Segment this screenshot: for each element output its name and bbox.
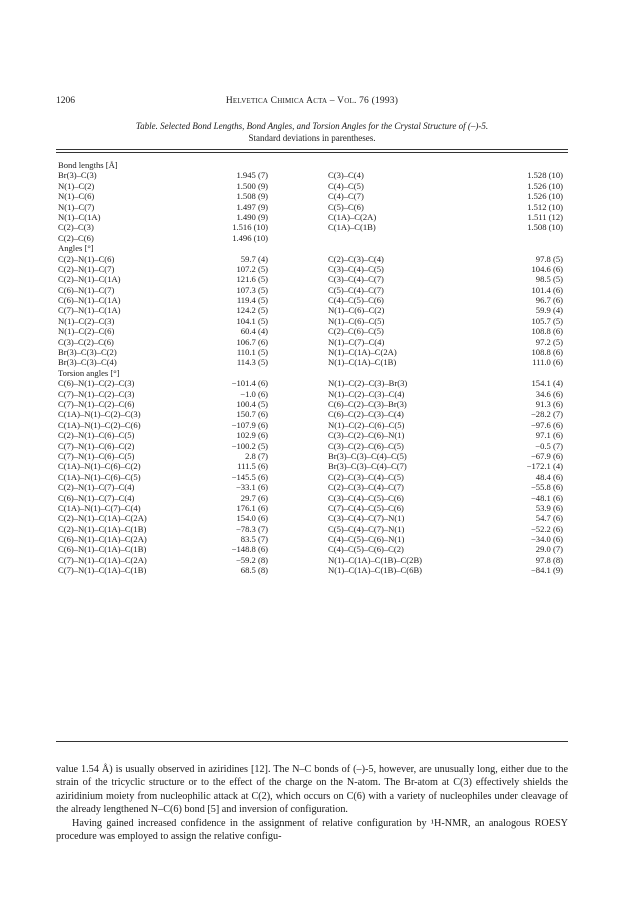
value: 91.3 (6): [535, 398, 563, 409]
table-row: [58, 482, 566, 492]
value: 154.0 (6): [236, 513, 268, 524]
value: 97.2 (5): [535, 336, 563, 347]
table-row: [58, 503, 566, 513]
atom-label: C(3)–C(2)–C(6)–N(1): [328, 430, 405, 441]
value: 104.1 (5): [236, 315, 268, 326]
atom-label: C(3)–C(4)–C(5): [328, 263, 384, 274]
atom-label: C(2)–N(1)–C(7): [58, 263, 115, 274]
atom-label: C(7)–N(1)–C(1A)–C(1B): [58, 565, 147, 576]
value: 1.496 (10): [232, 232, 268, 243]
value: 97.1 (6): [535, 430, 563, 441]
value: 106.7 (6): [236, 336, 268, 347]
value: 1.511 (12): [527, 211, 563, 222]
atom-label: Br(3)–C(3)–C(4)–C(5): [328, 450, 407, 461]
atom-label: N(1)–C(1A)–C(1B)–C(6B): [328, 565, 423, 576]
atom-label: N(1)–C(7)–C(4): [328, 336, 385, 347]
table-caption: [56, 120, 568, 144]
table-row: [58, 555, 566, 565]
atom-label: C(1A)–N(1)–C(7)–C(4): [58, 502, 141, 513]
atom-label: C(1A)–C(1B): [328, 222, 376, 233]
value: −0.5 (7): [535, 440, 563, 451]
page-number: 1206: [56, 96, 75, 106]
atom-label: C(7)–N(1)–C(6)–C(2): [58, 440, 135, 451]
value: 107.3 (5): [236, 284, 268, 295]
section-heading: [58, 243, 566, 253]
value: 1.516 (10): [232, 222, 268, 233]
value: 124.2 (5): [236, 305, 268, 316]
atom-label: C(7)–N(1)–C(6)–C(5): [58, 450, 135, 461]
value: −34.0 (6): [530, 534, 563, 545]
section-title: Angles [°]: [58, 243, 94, 254]
value: 83.5 (7): [240, 534, 268, 545]
table-row: [58, 441, 566, 451]
atom-label: C(2)–C(6): [58, 232, 94, 243]
atom-label: C(6)–N(1)–C(1A)–C(1B): [58, 544, 147, 555]
atom-label: C(7)–C(4)–C(5)–C(6): [328, 502, 404, 513]
table-row: [58, 233, 566, 243]
value: 107.2 (5): [236, 263, 268, 274]
atom-label: C(2)–N(1)–C(1A): [58, 274, 121, 285]
atom-label: C(6)–C(2)–C(3)–C(4): [328, 409, 404, 420]
section-title: Bond lengths [Å]: [58, 160, 118, 170]
section-title: Torsion angles [°]: [58, 367, 120, 378]
atom-label: C(7)–N(1)–C(1A)–C(2A): [58, 554, 147, 565]
atom-label: C(2)–N(1)–C(1A)–C(1B): [58, 523, 147, 534]
value: −107.9 (6): [231, 419, 268, 430]
atom-label: C(3)–C(4)–C(7)–N(1): [328, 513, 405, 524]
atom-label: N(1)–C(7): [58, 201, 95, 212]
value: 111.0 (6): [532, 357, 563, 368]
value: 53.9 (6): [535, 502, 563, 513]
value: 59.9 (4): [535, 305, 563, 316]
caption-note: Standard deviations in parentheses.: [248, 133, 376, 143]
value: −59.2 (8): [235, 554, 268, 565]
value: 121.6 (5): [236, 274, 268, 285]
table-row: [58, 316, 566, 326]
value: −78.3 (7): [235, 523, 268, 534]
atom-label: N(1)–C(1A)–C(2A): [328, 347, 397, 358]
value: −84.1 (9): [530, 565, 563, 576]
value: 150.7 (6): [236, 409, 268, 420]
atom-label: C(6)–N(1)–C(1A)–C(2A): [58, 534, 147, 545]
atom-label: C(4)–C(5)–C(6): [328, 295, 384, 306]
table-row: [58, 565, 566, 575]
value: 60.4 (4): [240, 326, 268, 337]
atom-label: N(1)–C(6)–C(2): [328, 305, 385, 316]
value: −97.6 (6): [530, 419, 563, 430]
atom-label: C(2)–C(3)–C(4)–C(7): [328, 482, 404, 493]
value: 104.6 (6): [531, 263, 563, 274]
atom-label: C(7)–N(1)–C(2)–C(3): [58, 388, 135, 399]
value: 48.4 (6): [535, 471, 563, 482]
value: −55.8 (6): [530, 482, 563, 493]
value: −148.8 (6): [231, 544, 268, 555]
value: 108.8 (6): [531, 347, 563, 358]
table-row: [58, 295, 566, 305]
atom-label: C(1A)–N(1)–C(2)–C(6): [58, 419, 141, 430]
value: 101.4 (6): [531, 284, 563, 295]
table-row: [58, 420, 566, 430]
value: 97.8 (8): [535, 554, 563, 565]
value: 119.4 (5): [236, 295, 268, 306]
table-bottom-rule: [56, 741, 568, 742]
atom-label: C(4)–C(7): [328, 191, 364, 202]
value: 97.8 (5): [535, 253, 563, 264]
atom-label: C(4)–C(5): [328, 180, 364, 191]
atom-label: N(1)–C(1A)–C(1B)–C(2B): [328, 554, 423, 565]
atom-label: C(6)–C(2)–C(3)–Br(3): [328, 398, 407, 409]
value: 54.7 (6): [535, 513, 563, 524]
caption-title: Table. Selected Bond Lengths, Bond Angles, and Torsion Angles for the Crystal Structure of (–)-5.: [135, 121, 489, 131]
table-row: [58, 274, 566, 284]
atom-label: C(1A)–N(1)–C(6)–C(5): [58, 471, 141, 482]
value: −67.9 (6): [530, 450, 563, 461]
atom-label: N(1)–C(2)–C(6)–C(5): [328, 419, 405, 430]
value: 1.490 (9): [236, 211, 268, 222]
atom-label: C(7)–N(1)–C(1A): [58, 305, 121, 316]
atom-label: Br(3)–C(3)–C(4): [58, 357, 117, 368]
value: −100.2 (5): [231, 440, 268, 451]
atom-label: N(1)–C(2)–C(3)–C(4): [328, 388, 405, 399]
atom-label: C(5)–C(6): [328, 201, 364, 212]
atom-label: C(6)–N(1)–C(7)–C(4): [58, 492, 135, 503]
value: 108.8 (6): [531, 326, 563, 337]
atom-label: C(3)–C(4): [328, 170, 364, 181]
value: 98.5 (5): [535, 274, 563, 285]
atom-label: C(3)–C(4)–C(5)–C(6): [328, 492, 404, 503]
section-heading: [58, 368, 566, 378]
atom-label: C(5)–C(4)–C(7)–N(1): [328, 523, 405, 534]
value: 1.526 (10): [527, 191, 563, 202]
atom-label: C(6)–N(1)–C(7): [58, 284, 115, 295]
atom-label: C(5)–C(4)–C(7): [328, 284, 384, 295]
atom-label: C(2)–C(3): [58, 222, 94, 233]
value: 34.6 (6): [535, 388, 563, 399]
atom-label: C(7)–N(1)–C(2)–C(6): [58, 398, 135, 409]
atom-label: C(2)–N(1)–C(1A)–C(2A): [58, 513, 147, 524]
value: 1.497 (9): [236, 201, 268, 212]
atom-label: N(1)–C(2): [58, 180, 95, 191]
table-row: [58, 181, 566, 191]
value: 114.3 (5): [236, 357, 268, 368]
atom-label: N(1)–C(1A): [58, 211, 101, 222]
atom-label: C(2)–C(3)–C(4)–C(5): [328, 471, 404, 482]
atom-label: C(2)–N(1)–C(7)–C(4): [58, 482, 135, 493]
value: −48.1 (6): [530, 492, 563, 503]
value: −1.0 (6): [240, 388, 268, 399]
atom-label: C(1A)–N(1)–C(2)–C(3): [58, 409, 141, 420]
table-row: [58, 326, 566, 336]
value: 110.1 (5): [236, 347, 268, 358]
section-heading: [58, 160, 566, 170]
atom-label: C(3)–C(2)–C(6)–C(5): [328, 440, 404, 451]
table-row: [58, 493, 566, 503]
table-row: [58, 524, 566, 534]
value: 1.945 (7): [236, 170, 268, 181]
atom-label: C(6)–N(1)–C(1A): [58, 295, 121, 306]
atom-label: N(1)–C(2)–C(3)–Br(3): [328, 378, 408, 389]
value: −33.1 (6): [235, 482, 268, 493]
atom-label: C(6)–N(1)–C(2)–C(3): [58, 378, 135, 389]
atom-label: C(2)–C(3)–C(4): [328, 253, 384, 264]
value: 111.5 (6): [237, 461, 268, 472]
table-row: [58, 347, 566, 357]
paragraph: value 1.54 Å) is usually observed in aziridines [12]. The N–C bonds of (–)-5, however, are unusually long, either due to the strain of the tricyclic structure or to the effect of the charge on the N-atom. The Br-atom at C(3) effectively shields the aziridinium moiety from nucleophilic attack at C(2), which occurs on C(6) with a variety of nucleophiles under cleavage of the already lengthened N–C(6) bond [5] and inversion of configuration.: [56, 764, 568, 816]
table-row: [58, 534, 566, 544]
atom-label: N(1)–C(2)–C(6): [58, 326, 115, 337]
table-row: [58, 285, 566, 295]
running-header: [56, 96, 568, 110]
table-row: [58, 305, 566, 315]
atom-label: C(2)–N(1)–C(6): [58, 253, 115, 264]
table-row: [58, 357, 566, 367]
atom-label: C(3)–C(4)–C(7): [328, 274, 384, 285]
table-row: [58, 513, 566, 523]
table-top-rule: [56, 149, 568, 150]
table-row: [58, 254, 566, 264]
table-row: [58, 212, 566, 222]
atom-label: Br(3)–C(3)–C(4)–C(7): [328, 461, 407, 472]
atom-label: C(4)–C(5)–C(6)–C(2): [328, 544, 404, 555]
value: 105.7 (5): [531, 315, 563, 326]
value: 1.512 (10): [527, 201, 563, 212]
atom-label: N(1)–C(1A)–C(1B): [328, 357, 397, 368]
value: 29.7 (6): [240, 492, 268, 503]
table-row: [58, 430, 566, 440]
value: −172.1 (4): [526, 461, 563, 472]
value: −145.5 (6): [231, 471, 268, 482]
value: 2.8 (7): [245, 450, 268, 461]
value: −28.2 (7): [530, 409, 563, 420]
body-text: [56, 763, 568, 843]
atom-label: N(1)–C(6)–C(5): [328, 315, 385, 326]
journal-title: Helvetica Chimica Acta – Vol. 76 (1993): [225, 96, 399, 106]
table-row: [58, 409, 566, 419]
value: 68.5 (8): [240, 565, 268, 576]
value: 100.4 (5): [236, 398, 268, 409]
table-row: [58, 191, 566, 201]
atom-label: Br(3)–C(3)–C(2): [58, 347, 117, 358]
atom-label: C(2)–N(1)–C(6)–C(5): [58, 430, 135, 441]
value: 59.7 (4): [240, 253, 268, 264]
table-row: [58, 461, 566, 471]
table-row: [58, 472, 566, 482]
atom-label: C(1A)–C(2A): [328, 211, 377, 222]
atom-label: N(1)–C(6): [58, 191, 95, 202]
table-row: [58, 389, 566, 399]
atom-label: C(2)–C(6)–C(5): [328, 326, 384, 337]
paragraph: Having gained increased confidence in the assignment of relative configuration by ¹H-NMR, an analogous ROESY procedure was employed to assign the relative configu-: [56, 817, 568, 843]
table-row: [58, 222, 566, 232]
table-top-rule-2: [56, 152, 568, 153]
table-row: [58, 337, 566, 347]
value: 176.1 (6): [236, 502, 268, 513]
table-row: [58, 170, 566, 180]
atom-label: C(4)–C(5)–C(6)–N(1): [328, 534, 405, 545]
value: 102.9 (6): [236, 430, 268, 441]
table-row: [58, 451, 566, 461]
value: 1.508 (10): [527, 222, 563, 233]
table-row: [58, 399, 566, 409]
atom-label: C(3)–C(2)–C(6): [58, 336, 114, 347]
value: 1.528 (10): [527, 170, 563, 181]
value: 1.508 (9): [236, 191, 268, 202]
table-row: [58, 544, 566, 554]
table-row: [58, 202, 566, 212]
bond-data-table: [58, 160, 566, 576]
value: 1.500 (9): [236, 180, 268, 191]
value: 29.0 (7): [535, 544, 563, 555]
atom-label: Br(3)–C(3): [58, 170, 97, 181]
atom-label: N(1)–C(2)–C(3): [58, 315, 115, 326]
table-row: [58, 264, 566, 274]
value: 154.1 (4): [531, 378, 563, 389]
value: −101.4 (6): [231, 378, 268, 389]
atom-label: C(1A)–N(1)–C(6)–C(2): [58, 461, 141, 472]
value: 1.526 (10): [527, 180, 563, 191]
value: −52.2 (6): [530, 523, 563, 534]
table-row: [58, 378, 566, 388]
value: 96.7 (6): [535, 295, 563, 306]
